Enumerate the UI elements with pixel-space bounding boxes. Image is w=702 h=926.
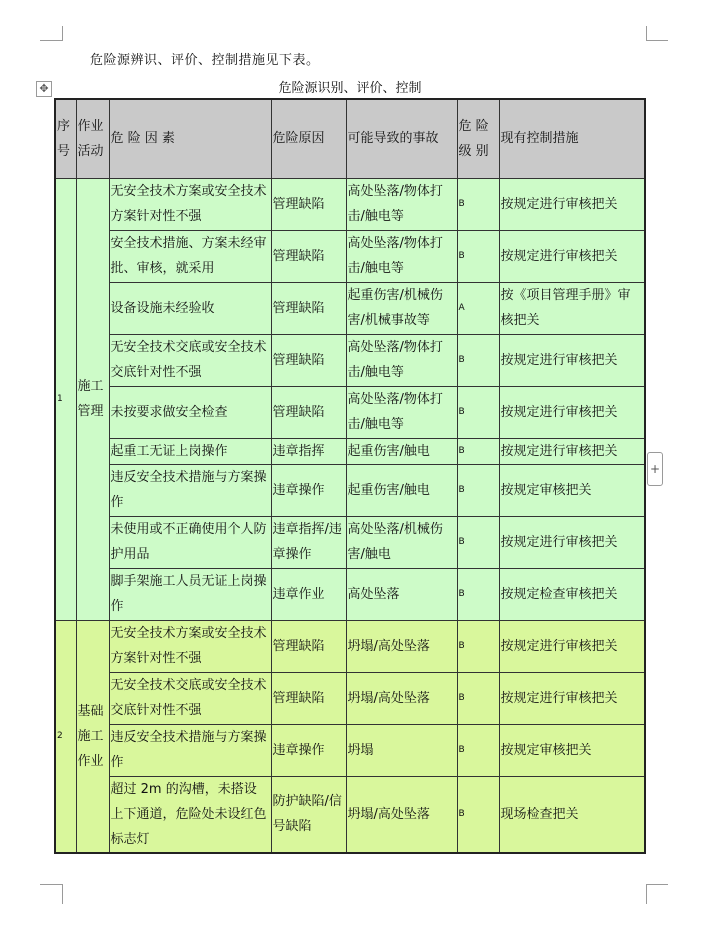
group-number: 2 [55, 620, 76, 853]
group-number: 1 [55, 178, 76, 620]
measure-cell: 按规定进行审核把关 [499, 516, 645, 568]
level-cell: B [457, 178, 499, 230]
level-cell: B [457, 386, 499, 438]
factor-cell: 设备设施未经验收 [109, 282, 271, 334]
factor-cell: 未按要求做安全检查 [109, 386, 271, 438]
measure-cell: 按规定进行审核把关 [499, 620, 645, 672]
cause-cell: 违章指挥/违章操作 [271, 516, 346, 568]
crop-mark-top-left [62, 26, 63, 41]
factor-cell: 安全技术措施、方案未经审批、审核，就采用 [109, 230, 271, 282]
header-activity: 作业活动 [76, 99, 109, 178]
measure-cell: 按规定进行审核把关 [499, 438, 645, 464]
table-row [55, 230, 645, 282]
crop-mark-top-right [646, 26, 647, 41]
measure-cell: 现场检查把关 [499, 776, 645, 853]
measure-cell: 按规定进行审核把关 [499, 334, 645, 386]
table-row [55, 386, 645, 438]
accident-cell: 起重伤害/触电 [346, 438, 457, 464]
table-caption: 危险源识别、评价、控制 [278, 81, 422, 96]
accident-cell: 坍塌/高处坠落 [346, 620, 457, 672]
accident-cell: 高处坠落/物体打击/触电等 [346, 334, 457, 386]
accident-cell: 坍塌/高处坠落 [346, 776, 457, 853]
factor-cell: 起重工无证上岗操作 [109, 438, 271, 464]
cause-cell: 管理缺陷 [271, 386, 346, 438]
table-row [55, 516, 645, 568]
table-header-row [55, 99, 645, 178]
level-cell: B [457, 776, 499, 853]
crop-mark-bottom-right [646, 884, 668, 885]
factor-cell: 脚手架施工人员无证上岗操作 [109, 568, 271, 620]
measure-cell: 按规定进行审核把关 [499, 672, 645, 724]
measure-cell: 按规定检查审核把关 [499, 568, 645, 620]
accident-cell: 高处坠落 [346, 568, 457, 620]
accident-cell: 高处坠落/物体打击/触电等 [346, 386, 457, 438]
level-cell: B [457, 672, 499, 724]
crop-mark-top-right [646, 40, 668, 41]
cause-cell: 管理缺陷 [271, 334, 346, 386]
cause-cell: 违章操作 [271, 464, 346, 516]
measure-cell: 按规定审核把关 [499, 724, 645, 776]
accident-cell: 高处坠落/机械伤害/触电 [346, 516, 457, 568]
level-cell: B [457, 620, 499, 672]
cause-cell: 管理缺陷 [271, 178, 346, 230]
cause-cell: 管理缺陷 [271, 620, 346, 672]
level-cell: B [457, 438, 499, 464]
cause-cell: 违章指挥 [271, 438, 346, 464]
measure-cell: 按《项目管理手册》审核把关 [499, 282, 645, 334]
crop-mark-bottom-left [40, 884, 62, 885]
plus-icon[interactable]: + [647, 452, 663, 486]
table-row [55, 438, 645, 464]
intro-paragraph: 危险源辨识、评价、控制措施见下表。 [90, 53, 320, 68]
accident-cell: 坍塌 [346, 724, 457, 776]
header-measure: 现有控制措施 [499, 99, 645, 178]
header-seq: 序号 [55, 99, 76, 178]
header-accident: 可能导致的事故 [346, 99, 457, 178]
accident-cell: 坍塌/高处坠落 [346, 672, 457, 724]
factor-cell: 违反安全技术措施与方案操作 [109, 464, 271, 516]
cause-cell: 管理缺陷 [271, 672, 346, 724]
level-cell: B [457, 464, 499, 516]
accident-cell: 起重伤害/触电 [346, 464, 457, 516]
level-cell: B [457, 516, 499, 568]
table-row [55, 620, 645, 672]
crop-mark-bottom-right [646, 884, 647, 904]
table-row [55, 464, 645, 516]
move-icon[interactable]: ✥ [36, 81, 52, 97]
level-cell: B [457, 568, 499, 620]
table-row [55, 776, 645, 853]
table-row [55, 724, 645, 776]
factor-cell: 无安全技术交底或安全技术交底针对性不强 [109, 672, 271, 724]
accident-cell: 起重伤害/机械伤害/机械事故等 [346, 282, 457, 334]
accident-cell: 高处坠落/物体打击/触电等 [346, 178, 457, 230]
measure-cell: 按规定进行审核把关 [499, 230, 645, 282]
group-activity: 施工管理 [76, 178, 109, 620]
group-activity: 基础施工作业 [76, 620, 109, 853]
crop-mark-top-left [40, 40, 62, 41]
cause-cell: 防护缺陷/信号缺陷 [271, 776, 346, 853]
factor-cell: 无安全技术方案或安全技术方案针对性不强 [109, 620, 271, 672]
cause-cell: 违章作业 [271, 568, 346, 620]
level-cell: A [457, 282, 499, 334]
header-factor: 危 险 因 素 [109, 99, 271, 178]
crop-mark-bottom-left [62, 884, 63, 904]
level-cell: B [457, 230, 499, 282]
table-row [55, 334, 645, 386]
level-cell: B [457, 334, 499, 386]
factor-cell: 超过 2m 的沟槽，未搭设上下通道，危险处未设红色标志灯 [109, 776, 271, 853]
measure-cell: 按规定进行审核把关 [499, 178, 645, 230]
factor-cell: 无安全技术方案或安全技术方案针对性不强 [109, 178, 271, 230]
header-level: 危 险 级 别 [457, 99, 499, 178]
cause-cell: 违章操作 [271, 724, 346, 776]
measure-cell: 按规定审核把关 [499, 464, 645, 516]
factor-cell: 违反安全技术措施与方案操作 [109, 724, 271, 776]
header-cause: 危险原因 [271, 99, 346, 178]
factor-cell: 无安全技术交底或安全技术交底针对性不强 [109, 334, 271, 386]
level-cell: B [457, 724, 499, 776]
table-row [55, 568, 645, 620]
cause-cell: 管理缺陷 [271, 230, 346, 282]
accident-cell: 高处坠落/物体打击/触电等 [346, 230, 457, 282]
hazard-table [54, 98, 646, 854]
table-row [55, 178, 645, 230]
cause-cell: 管理缺陷 [271, 282, 346, 334]
table-row [55, 282, 645, 334]
factor-cell: 未使用或不正确使用个人防护用品 [109, 516, 271, 568]
table-row [55, 672, 645, 724]
measure-cell: 按规定进行审核把关 [499, 386, 645, 438]
